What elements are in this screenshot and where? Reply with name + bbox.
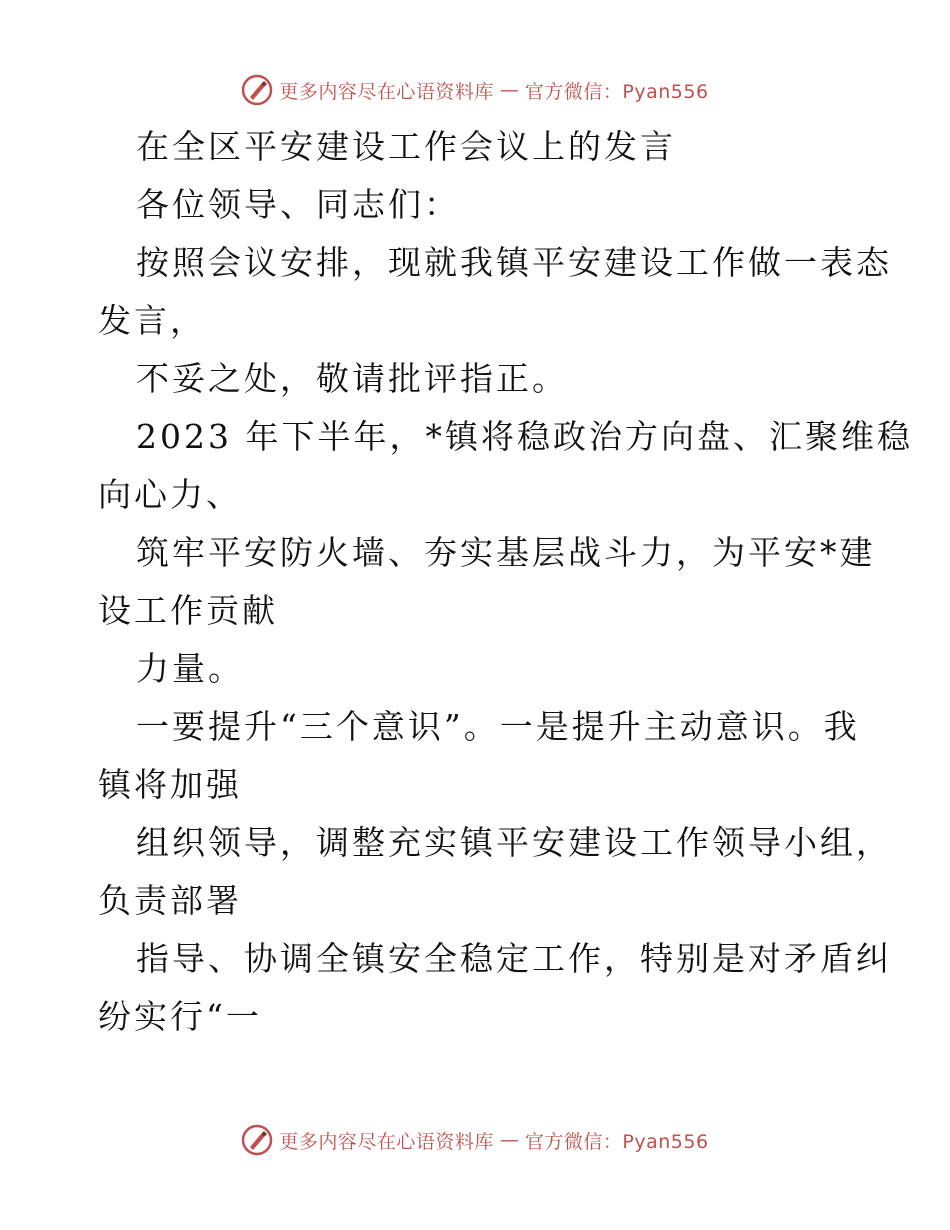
text-line: 发言， xyxy=(98,301,206,340)
text-line: 指导、协调全镇安全稳定工作，特别是对矛盾纠 xyxy=(136,939,892,978)
footer-watermark xyxy=(0,1120,950,1160)
header-watermark xyxy=(0,70,950,110)
watermark-separator: — xyxy=(499,79,519,101)
watermark-group xyxy=(241,74,708,106)
watermark-account: 官方微信：Pyan556 xyxy=(524,80,709,103)
text-line: 组织领导，调整充实镇平安建设工作领导小组， xyxy=(136,823,892,862)
text-line: 一要提升“三个意识”。一是提升主动意识。我 xyxy=(136,707,860,746)
text-line: 负责部署 xyxy=(98,881,242,920)
pen-logo-icon xyxy=(241,1124,273,1156)
document-body xyxy=(98,118,913,1046)
document-title: 在全区平安建设工作会议上的发言 xyxy=(136,127,676,166)
text-line: 不妥之处，敬请批评指正。 xyxy=(136,359,568,398)
text-line: 纷实行“一 xyxy=(98,997,262,1036)
pen-logo-icon xyxy=(241,74,273,106)
watermark-separator: — xyxy=(499,1129,519,1151)
text-line: 设工作贡献 xyxy=(98,591,278,630)
watermark-account: 官方微信：Pyan556 xyxy=(524,1130,709,1153)
watermark-text: 更多内容尽在心语资料库 xyxy=(279,80,494,103)
text-line: 各位领导、同志们： xyxy=(136,185,460,224)
watermark-text: 更多内容尽在心语资料库 xyxy=(279,1130,494,1153)
text-line: 2023 年下半年，*镇将稳政治方向盘、汇聚维稳 xyxy=(136,417,913,456)
text-line: 力量。 xyxy=(136,649,244,688)
text-line: 按照会议安排，现就我镇平安建设工作做一表态 xyxy=(136,243,892,282)
text-line: 镇将加强 xyxy=(98,765,242,804)
text-line: 筑牢平安防火墙、夯实基层战斗力，为平安*建 xyxy=(136,533,876,572)
text-line: 向心力、 xyxy=(98,475,242,514)
watermark-group xyxy=(241,1124,708,1156)
